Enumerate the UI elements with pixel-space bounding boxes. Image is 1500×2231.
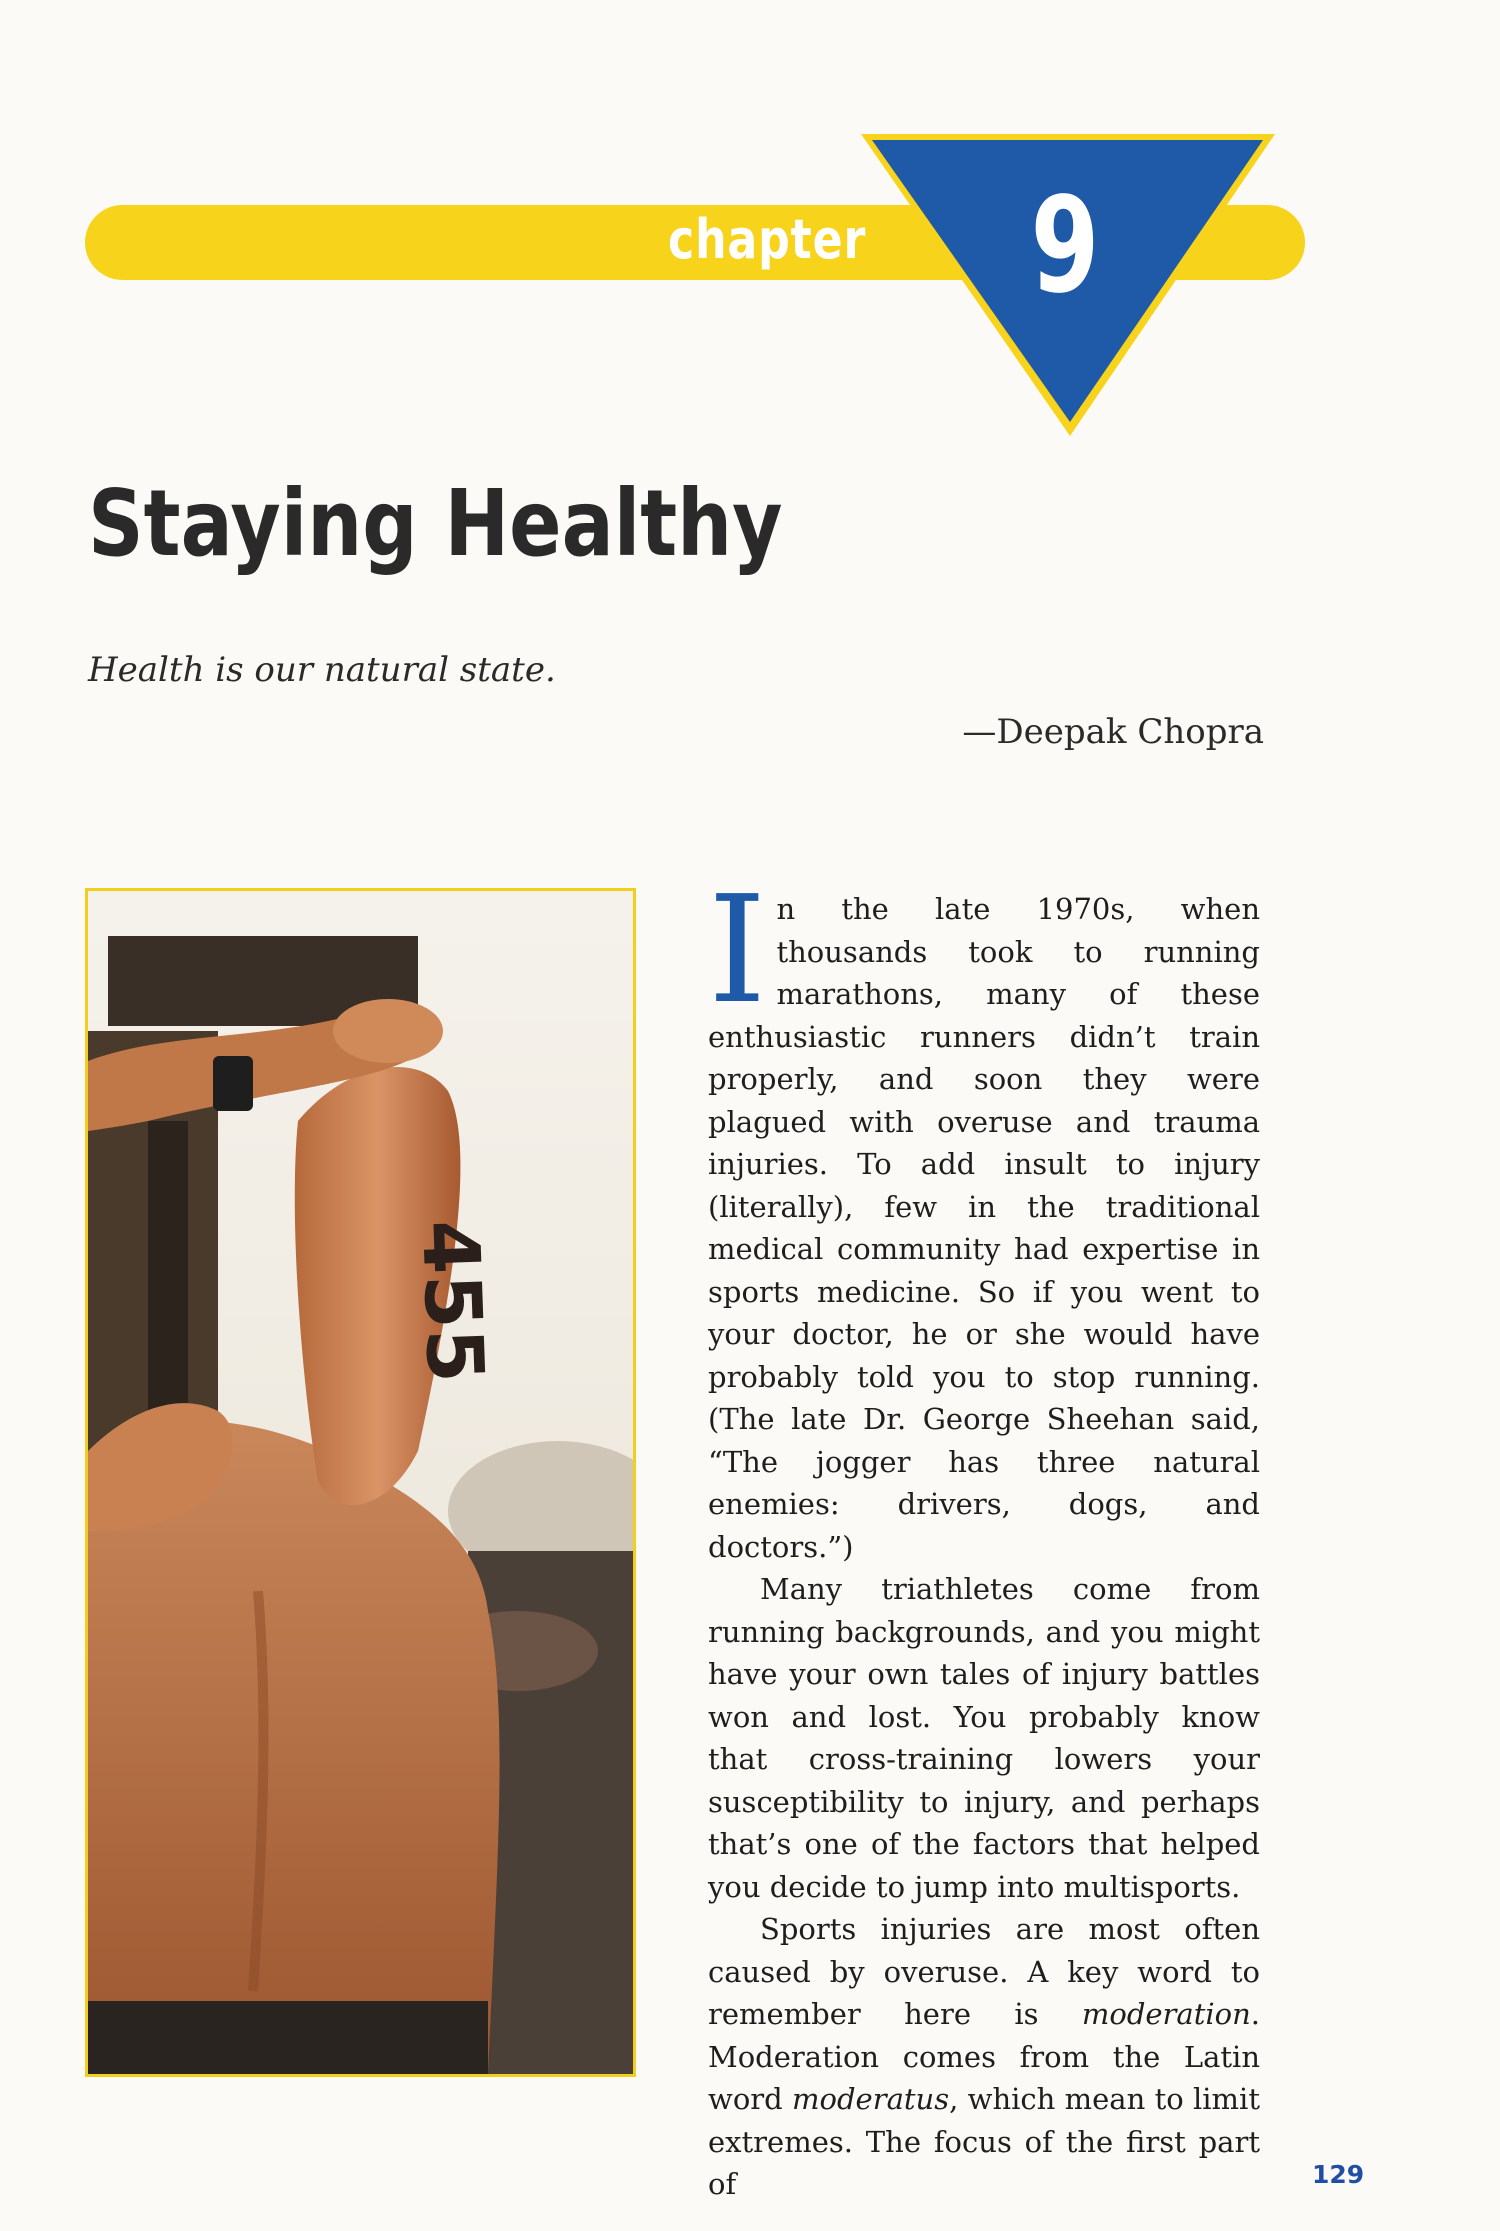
chapter-title: Staying Healthy — [88, 470, 783, 577]
tattoo-text: 455 — [404, 1218, 500, 1385]
paragraph-3-end: , which mean to limit extremes. The focus of the first part of — [708, 2082, 1260, 2201]
athlete-illustration — [88, 891, 633, 2074]
drop-cap: I — [708, 864, 767, 1036]
chapter-number: 9 — [1030, 169, 1100, 323]
emphasis-moderation: moderation — [1081, 1997, 1251, 2031]
epigraph-attribution: —Deepak Chopra — [962, 712, 1264, 752]
body-text — [708, 864, 1260, 2206]
athlete-photo — [85, 888, 636, 2077]
paragraph-1: n the late 1970s, when thousands took to running marathons, many of these enthusiastic runners didn’t train properly, and soon they were plagued with overuse and trauma injuries. To add insult to injury (literally), few in the traditional medical community had expertise in sports medicine. So if you went to your doctor, he or she would have probably told you to stop running. (The late Dr. George Sheehan said, “The jogger has three natural enemies: drivers, dogs, and doctors.”) — [708, 892, 1260, 1564]
paragraph-3-start: Sports injuries are most often caused by overuse. A key word to remember here is — [708, 1912, 1260, 2031]
emphasis-moderatus: moderatus — [792, 2082, 950, 2116]
page-number: 129 — [1312, 2160, 1365, 2189]
paragraph-3-mid: . Moderation comes from the Latin word — [708, 1997, 1260, 2116]
paragraph-3 — [708, 1908, 1260, 2206]
paragraph-2: Many triathletes come from running backgrounds, and you might have your own tales of injury battles won and lost. You probably know that cross-training lowers your susceptibility to injury, and perhaps that’s one of the factors that helped you decide to jump into multisports. — [708, 1572, 1260, 1904]
chapter-label: chapter — [668, 208, 867, 271]
epigraph-quote: Health is our natural state. — [88, 650, 556, 690]
